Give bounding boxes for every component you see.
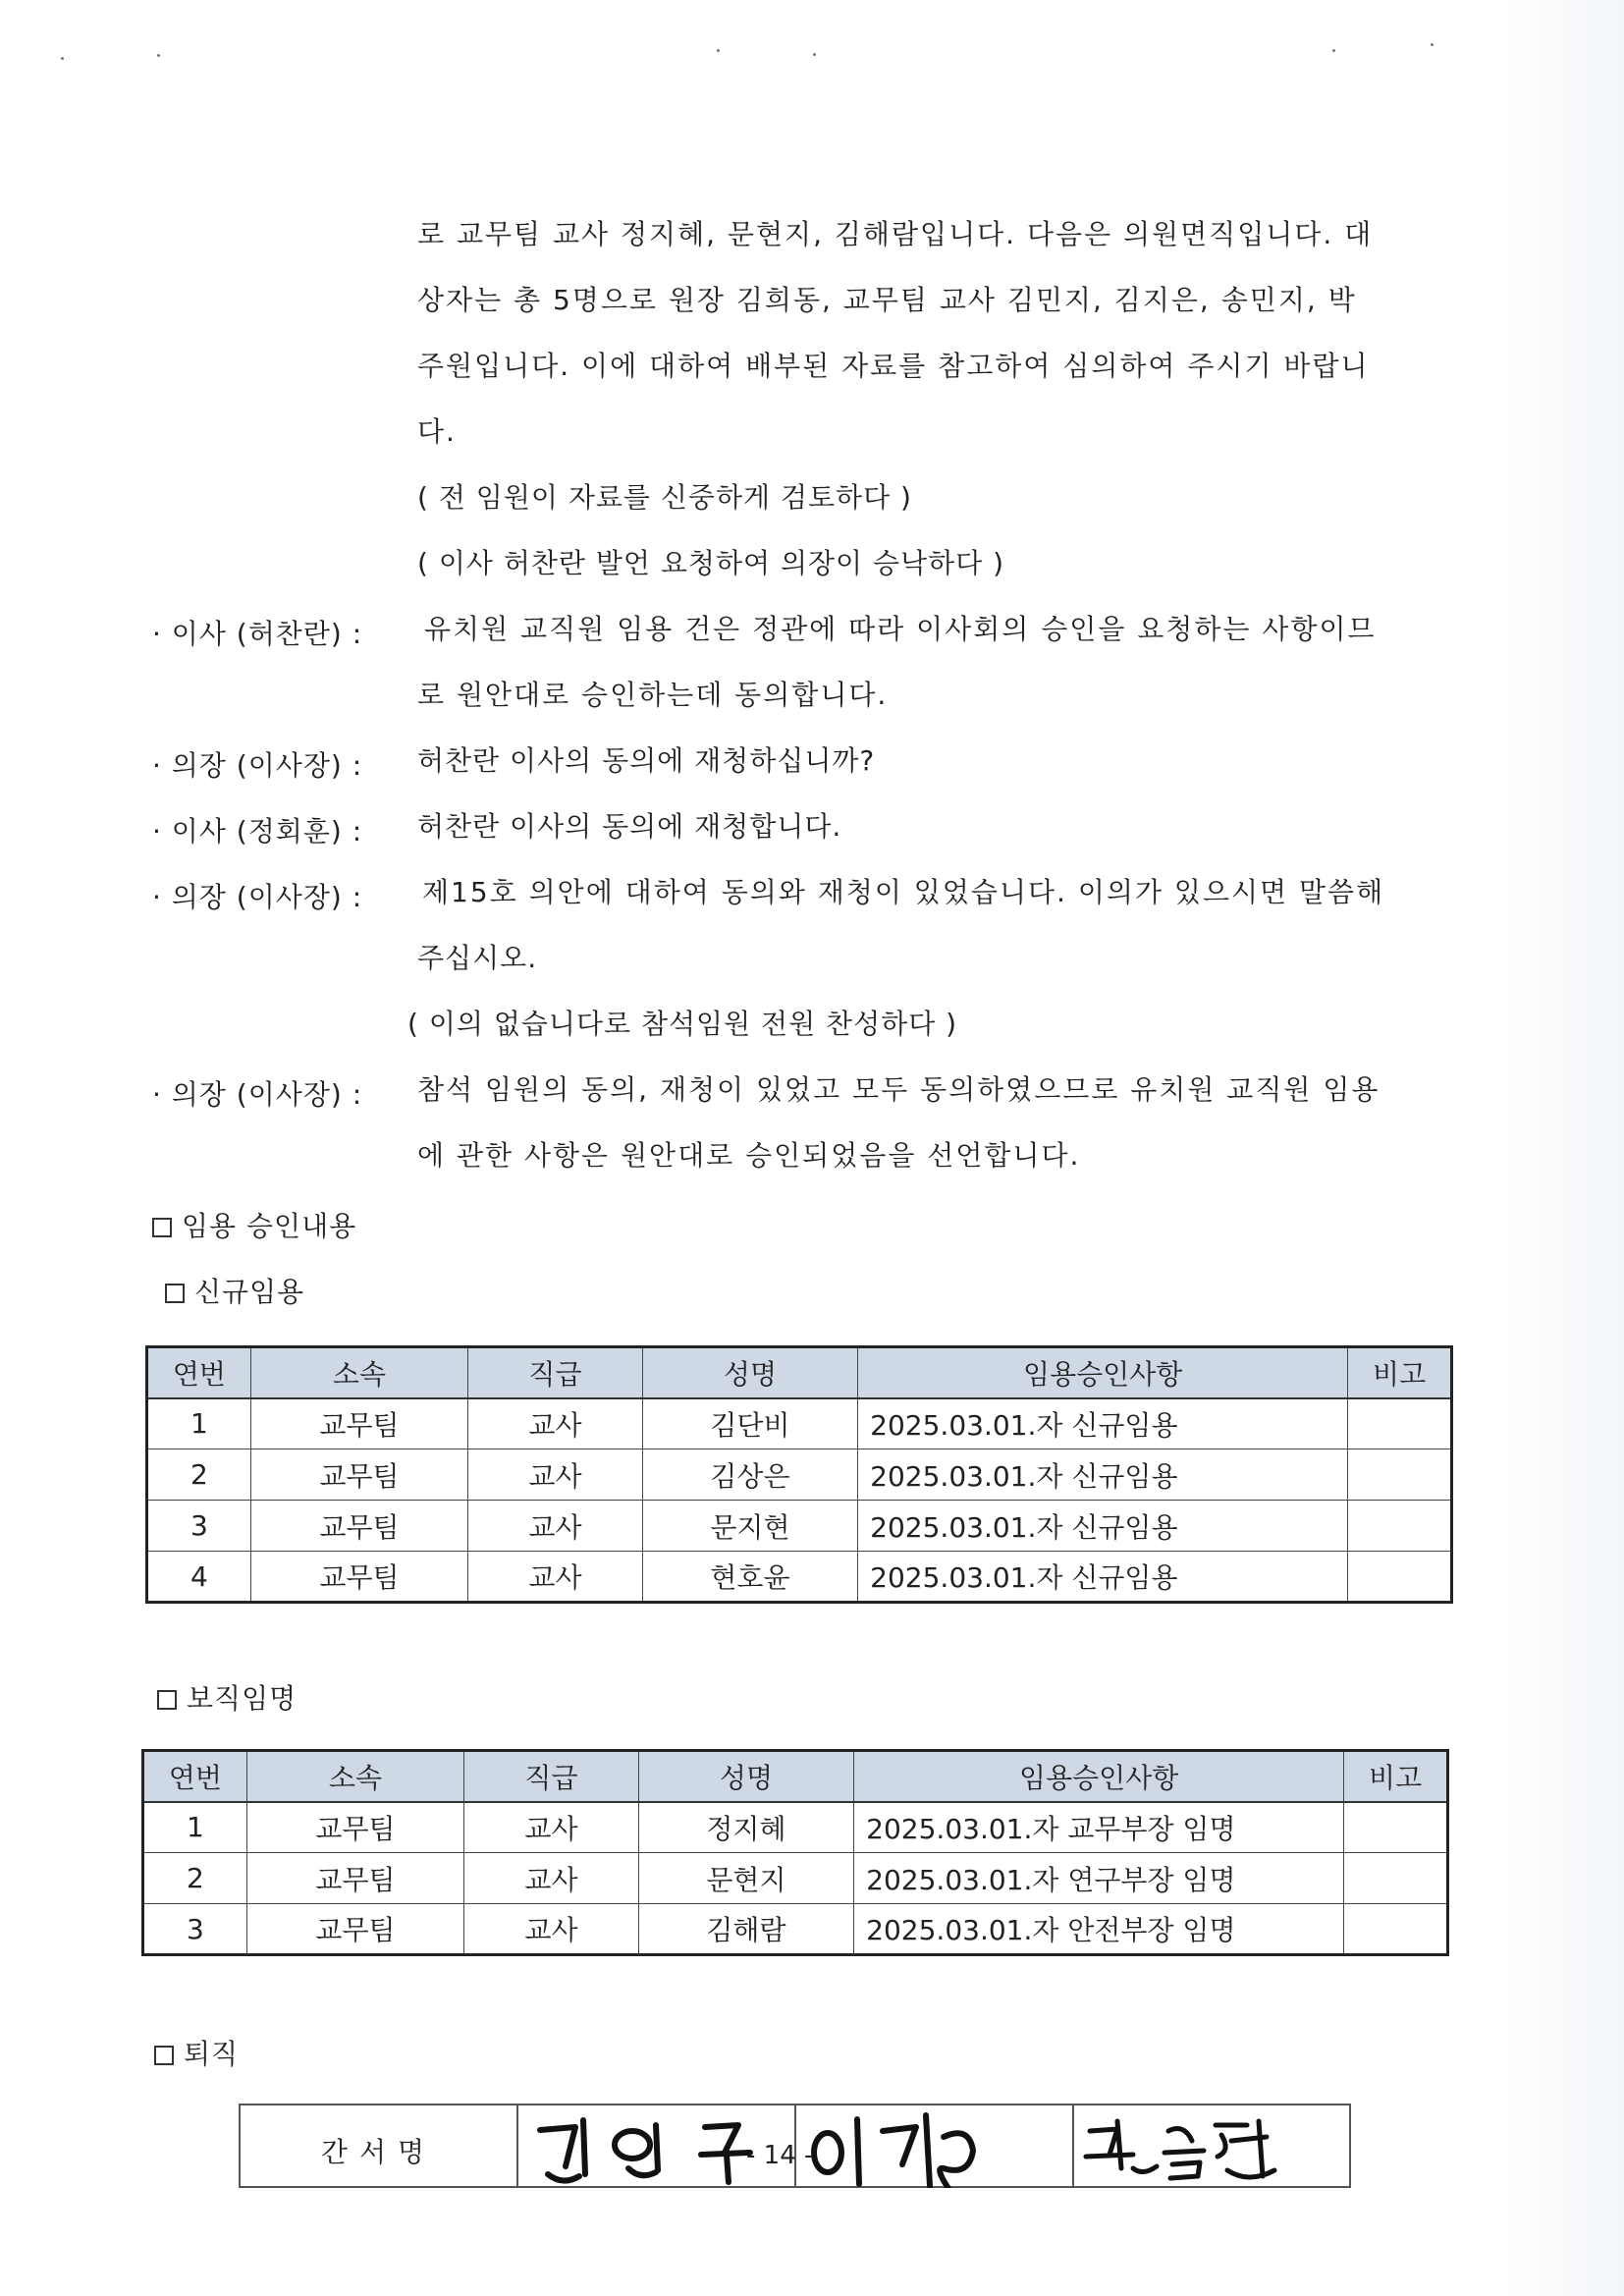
table-cell: 1 bbox=[143, 1802, 247, 1853]
section-appointment bbox=[157, 1677, 297, 1717]
signature-cell-3 bbox=[1074, 2105, 1349, 2186]
table-cell: 교사 bbox=[464, 1853, 639, 1904]
table-cell: 교사 bbox=[468, 1449, 643, 1501]
scan-speck bbox=[813, 53, 816, 56]
table-cell: 김상은 bbox=[642, 1449, 857, 1501]
table-cell: 2025.03.01.자 연구부장 임명 bbox=[854, 1853, 1344, 1904]
signature-label-cell bbox=[241, 2105, 518, 2186]
table-cell: 교무팀 bbox=[250, 1449, 467, 1501]
speaker-label: · 의장 (이사장) : bbox=[152, 1078, 363, 1111]
stage-note-review: ( 전 임원이 자료를 신중하게 검토하다 ) bbox=[417, 481, 912, 514]
table-cell: 교사 bbox=[464, 1904, 639, 1955]
checkbox-square-icon bbox=[154, 2046, 174, 2065]
scan-speck bbox=[1431, 43, 1434, 46]
speech-line: 허찬란 이사의 동의에 재청합니다. bbox=[417, 810, 842, 843]
table-cell: 2025.03.01.자 교무부장 임명 bbox=[854, 1802, 1344, 1853]
body-line-1: 로 교무팀 교사 정지혜, 문현지, 김해람입니다. 다음은 의원면직입니다. 대 bbox=[417, 218, 1374, 250]
table-header-row bbox=[143, 1751, 1448, 1802]
header-cell: 소속 bbox=[246, 1751, 463, 1802]
checkbox-square-icon bbox=[157, 1690, 177, 1710]
speech-line: 주십시오. bbox=[417, 942, 538, 974]
header-cell: 성명 bbox=[638, 1751, 853, 1802]
table-cell: 2025.03.01.자 신규임용 bbox=[858, 1398, 1348, 1449]
scan-speck bbox=[61, 57, 64, 60]
table-row bbox=[147, 1398, 1452, 1449]
table-cell: 교사 bbox=[468, 1501, 643, 1552]
header-cell: 비고 bbox=[1344, 1751, 1448, 1802]
table-row bbox=[143, 1802, 1448, 1853]
header-cell: 성명 bbox=[642, 1347, 857, 1398]
table-row bbox=[147, 1501, 1452, 1552]
header-cell: 임용승인사항 bbox=[858, 1347, 1348, 1398]
speech-line: 허찬란 이사의 동의에 재청하십니까? bbox=[417, 744, 876, 777]
speech-line: 유치원 교직원 임용 건은 정관에 따라 이사회의 승인을 요청하는 사항이므 bbox=[424, 613, 1377, 645]
table-cell: 2025.03.01.자 신규임용 bbox=[858, 1501, 1348, 1552]
speech-line: 에 관한 사항은 원안대로 승인되었음을 선언합니다. bbox=[417, 1139, 1081, 1172]
table-cell: 교사 bbox=[468, 1552, 643, 1603]
speaker-label: · 이사 (정회훈) : bbox=[152, 815, 363, 847]
table-cell: 2 bbox=[143, 1853, 247, 1904]
header-cell: 연번 bbox=[143, 1751, 247, 1802]
table-cell: 교무팀 bbox=[246, 1904, 463, 1955]
section-new-hire-label: 신규임용 bbox=[194, 1276, 305, 1308]
body-line-3: 주원입니다. 이에 대하여 배부된 자료를 참고하여 심의하여 주시기 바랍니 bbox=[417, 350, 1370, 382]
table-cell: 정지혜 bbox=[638, 1802, 853, 1853]
table-cell: 2 bbox=[147, 1449, 251, 1501]
table-cell bbox=[1344, 1904, 1448, 1955]
table-cell: 2025.03.01.자 신규임용 bbox=[858, 1552, 1348, 1603]
table-row bbox=[143, 1853, 1448, 1904]
signature-label: 간서명 bbox=[320, 2136, 437, 2168]
section-appointment-label: 보직임명 bbox=[187, 1682, 298, 1715]
new-hire-table bbox=[145, 1345, 1453, 1604]
signature-cell-2 bbox=[796, 2105, 1074, 2186]
header-cell: 직급 bbox=[468, 1347, 643, 1398]
table-cell: 현호윤 bbox=[642, 1552, 857, 1603]
section-approval-label: 임용 승인내용 bbox=[182, 1210, 357, 1242]
speaker-label: · 의장 (이사장) : bbox=[152, 881, 363, 913]
table-row bbox=[147, 1449, 1452, 1501]
table-cell: 2025.03.01.자 안전부장 임명 bbox=[854, 1904, 1344, 1955]
speech-line: 참석 임원의 동의, 재청이 있었고 모두 동의하였으므로 유치원 교직원 임용 bbox=[417, 1073, 1380, 1106]
body-line-4: 다. bbox=[417, 415, 457, 448]
table-header-row bbox=[147, 1347, 1452, 1398]
header-cell: 소속 bbox=[250, 1347, 467, 1398]
table-row bbox=[147, 1552, 1452, 1603]
scan-speck bbox=[1332, 49, 1335, 52]
table-cell: 김단비 bbox=[642, 1398, 857, 1449]
header-cell: 임용승인사항 bbox=[854, 1751, 1344, 1802]
table-cell: 1 bbox=[147, 1398, 251, 1449]
stage-note-request: ( 이사 허찬란 발언 요청하여 의장이 승낙하다 ) bbox=[417, 547, 1005, 579]
table-cell bbox=[1344, 1853, 1448, 1904]
section-retirement bbox=[154, 2033, 239, 2072]
table-cell bbox=[1348, 1501, 1452, 1552]
checkbox-square-icon bbox=[165, 1284, 185, 1303]
scan-speck bbox=[157, 54, 160, 57]
table-cell: 교사 bbox=[464, 1802, 639, 1853]
scan-edge-shade bbox=[1506, 0, 1624, 2296]
table-cell: 교무팀 bbox=[250, 1552, 467, 1603]
page-number: - 14 - bbox=[746, 2141, 814, 2170]
table-cell: 3 bbox=[147, 1501, 251, 1552]
table-cell: 교사 bbox=[468, 1398, 643, 1449]
table-cell: 3 bbox=[143, 1904, 247, 1955]
table-cell bbox=[1348, 1449, 1452, 1501]
table-cell bbox=[1344, 1802, 1448, 1853]
table-cell: 김해람 bbox=[638, 1904, 853, 1955]
scan-speck bbox=[717, 49, 720, 52]
signature-lee-image bbox=[796, 2105, 1074, 2188]
body-line-2: 상자는 총 5명으로 원장 김희동, 교무팀 교사 김민지, 김지은, 송민지, 박 bbox=[417, 284, 1357, 316]
speaker-label: · 이사 (허찬란) : bbox=[152, 618, 363, 650]
table-cell bbox=[1348, 1398, 1452, 1449]
table-cell: 문현지 bbox=[638, 1853, 853, 1904]
table-cell: 교무팀 bbox=[246, 1802, 463, 1853]
table-cell: 교무팀 bbox=[246, 1853, 463, 1904]
header-cell: 직급 bbox=[464, 1751, 639, 1802]
speaker-label: · 의장 (이사장) : bbox=[152, 749, 363, 782]
header-cell: 연번 bbox=[147, 1347, 251, 1398]
section-new-hire bbox=[165, 1271, 304, 1310]
section-retirement-label: 퇴직 bbox=[184, 2038, 240, 2070]
table-cell: 2025.03.01.자 신규임용 bbox=[858, 1449, 1348, 1501]
checkbox-square-icon bbox=[152, 1218, 172, 1237]
speech-line: 제15호 의안에 대하여 동의와 재청이 있었습니다. 이의가 있으시면 말씀해 bbox=[422, 876, 1385, 908]
table-cell: 교무팀 bbox=[250, 1398, 467, 1449]
stage-note-consent: ( 이의 없습니다로 참석임원 전원 찬성하다 ) bbox=[407, 1008, 958, 1040]
section-approval bbox=[152, 1205, 356, 1244]
signature-kwon-image bbox=[1074, 2105, 1349, 2188]
table-cell: 교무팀 bbox=[250, 1501, 467, 1552]
speech-line: 로 원안대로 승인하는데 동의합니다. bbox=[417, 679, 889, 711]
appointment-table bbox=[141, 1749, 1449, 1956]
table-cell: 문지현 bbox=[642, 1501, 857, 1552]
table-cell bbox=[1348, 1552, 1452, 1603]
header-cell: 비고 bbox=[1348, 1347, 1452, 1398]
table-cell: 4 bbox=[147, 1552, 251, 1603]
table-row bbox=[143, 1904, 1448, 1955]
